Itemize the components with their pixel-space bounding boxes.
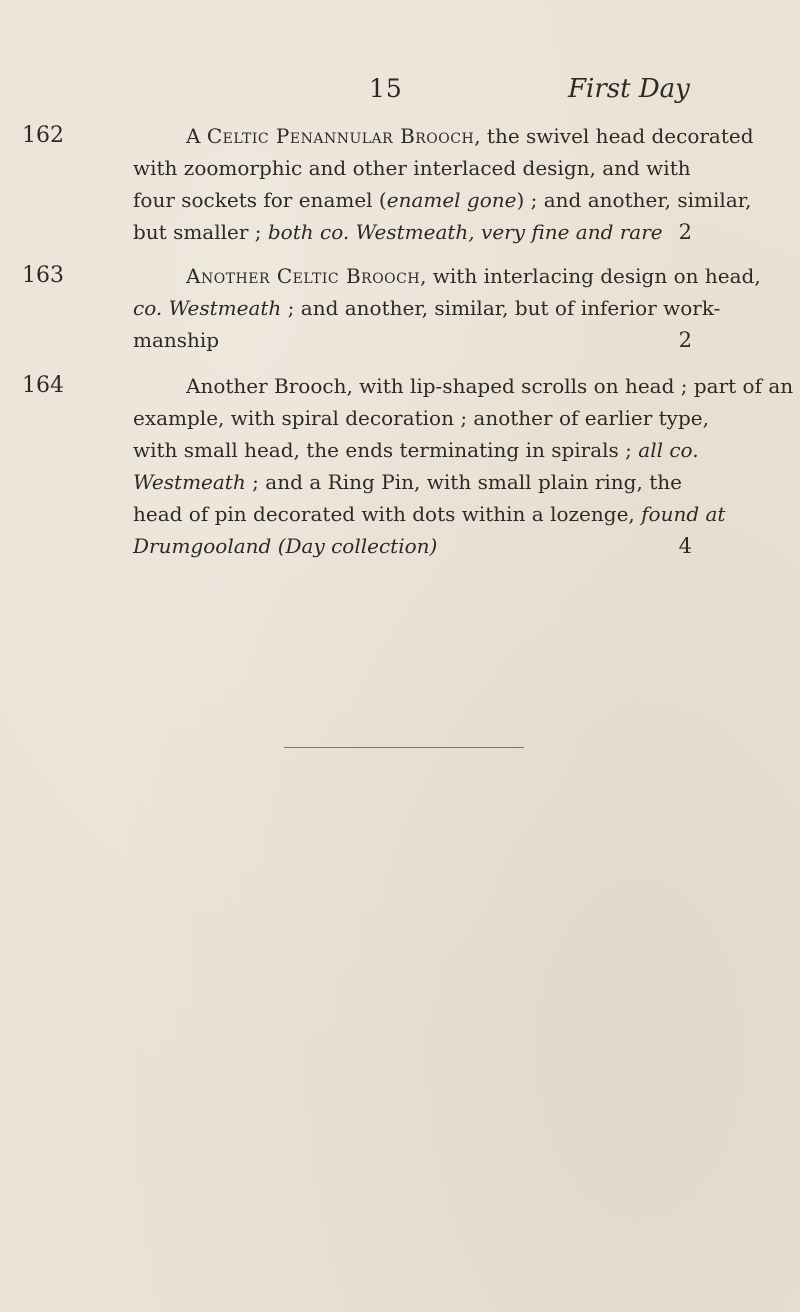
lot-number: 164 — [22, 373, 64, 398]
text-segment: found at — [641, 502, 726, 526]
text-segment: Another Brooch, with lip-shaped scrolls on head ; part of an — [186, 374, 794, 398]
lot-description — [133, 260, 761, 356]
lot-price: 2 — [678, 220, 692, 244]
lot-price: 2 — [678, 328, 692, 352]
text-segment: ; and a Ring Pin, with small plain ring, the — [245, 470, 682, 494]
description-line — [186, 120, 754, 152]
end-rule — [284, 747, 524, 748]
text-segment: head of pin decorated with dots within a lozenge, — [133, 502, 642, 526]
text-segment: both co. Westmeath, very fine and rare — [267, 220, 663, 244]
running-head — [0, 74, 800, 106]
text-segment: co. Westmeath — [133, 296, 282, 320]
text-segment: example, with spiral decoration ; another of earlier type, — [133, 406, 709, 430]
description-line — [133, 402, 709, 434]
description-line — [133, 498, 726, 530]
description-line — [133, 292, 721, 324]
description-line — [186, 260, 761, 292]
description-line — [133, 216, 663, 248]
text-segment: Drumgooland (Day collection) — [133, 534, 438, 558]
text-segment: ; and another, similar, but of inferior work- — [281, 296, 721, 320]
description-line — [133, 434, 699, 466]
description-line — [133, 466, 682, 498]
lot-number: 162 — [22, 123, 64, 148]
text-segment: manship — [133, 328, 220, 352]
text-segment: Celtic Penannular Brooch — [206, 124, 475, 148]
text-segment: , the swivel head decorated — [474, 124, 754, 148]
lot-description — [133, 370, 794, 562]
lot-price: 4 — [678, 534, 692, 558]
text-segment: ) ; and another, similar, — [516, 188, 752, 212]
text-segment: enamel gone — [386, 188, 517, 212]
text-segment: Westmeath — [133, 470, 246, 494]
page-number: 15 — [369, 74, 403, 103]
description-line — [133, 324, 333, 356]
text-segment: but smaller ; — [133, 220, 268, 244]
description-line — [133, 530, 493, 562]
text-segment: with small head, the ends terminating in spirals ; — [133, 438, 639, 462]
text-segment: all co. — [638, 438, 699, 462]
description-line — [133, 184, 752, 216]
lot-number: 163 — [22, 263, 64, 288]
text-segment: , with interlacing design on head, — [420, 264, 761, 288]
description-line — [186, 370, 794, 402]
description-line — [133, 152, 691, 184]
lot-description — [133, 120, 754, 248]
text-segment: four sockets for enamel ( — [133, 188, 387, 212]
day-title: First Day — [568, 74, 690, 104]
text-segment: A — [186, 124, 207, 148]
text-segment: with zoomorphic and other interlaced design, and with — [133, 156, 691, 180]
text-segment: Another Celtic Brooch — [186, 264, 421, 288]
